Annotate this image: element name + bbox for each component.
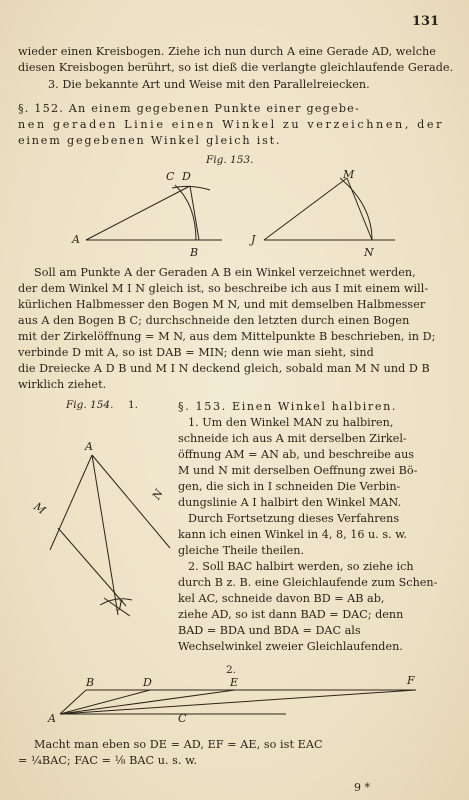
fig-154-caption: Fig. 154. bbox=[66, 399, 114, 411]
text-line: 3. Die bekannte Art und Weise mit den Parallelreiecken. bbox=[48, 78, 370, 91]
label-N: N bbox=[149, 487, 166, 502]
label-A: A bbox=[85, 440, 93, 453]
text-line: ziehe AD, so ist dann BAD = DAC; denn bbox=[178, 608, 404, 621]
section-152-heading: §. 152. An einem gegebenen Punkte einer gegebe- bbox=[18, 102, 360, 115]
text-line: dungslinie A I halbirt den Winkel MAN. bbox=[178, 496, 402, 509]
text-line: M und N mit derselben Oeffnung zwei Bö- bbox=[178, 464, 418, 477]
text-line: die Dreiecke A D B und M I N deckend gleich, sobald man M N und D B bbox=[18, 362, 430, 375]
label-M: M bbox=[343, 168, 355, 181]
text-line: aus A den Bogen B C; durchschneide den letzten durch einen Bogen bbox=[18, 314, 410, 327]
text-line: 2. Soll BAC halbirt werden, so ziehe ich bbox=[188, 560, 414, 573]
label-A: A bbox=[48, 712, 56, 725]
text-line: öffnung AM = AN ab, und beschreibe aus bbox=[178, 448, 415, 461]
section-153-heading: §. 153. Einen Winkel halbiren. bbox=[178, 400, 398, 413]
label-D: D bbox=[143, 676, 152, 689]
label-J: J bbox=[251, 233, 256, 246]
text-line: = ¼BAC; FAC = ⅛ BAC u. s. w. bbox=[18, 754, 198, 767]
line-AE bbox=[60, 690, 235, 714]
text-line: verbinde D mit A, so ist DAB = MIN; denn wie man sieht, sind bbox=[18, 346, 374, 359]
label-M: M bbox=[31, 499, 48, 518]
label-B: B bbox=[190, 246, 199, 259]
label-C: C bbox=[166, 170, 175, 183]
label-J: J bbox=[118, 598, 123, 611]
text-line: Macht man eben so DE = AD, EF = AE, so ist EAC bbox=[34, 738, 323, 751]
text-line: BAD = BDA und BDA = DAC als bbox=[178, 624, 361, 637]
text-line: gen, die sich in I schneiden Die Verbin- bbox=[178, 480, 401, 493]
text-line: schneide ich aus A mit derselben Zirkel- bbox=[178, 432, 407, 445]
text-line: der dem Winkel M I N gleich ist, so beschreibe ich aus I mit einem will- bbox=[18, 282, 429, 295]
section-152-heading: nen geraden Linie einen Winkel zu verzeichnen, der bbox=[18, 118, 445, 131]
page-number: 131 bbox=[412, 14, 440, 29]
fig-154-sub1: 1. bbox=[128, 399, 139, 411]
signature-mark: 9 * bbox=[354, 781, 370, 794]
text-line: kann ich einen Winkel in 4, 8, 16 u. s. w. bbox=[178, 528, 407, 541]
text-line: wieder einen Kreisbogen. Ziehe ich nun durch A eine Gerade AD, welche bbox=[18, 45, 436, 58]
text-line: kel AC, schneide davon BD = AB ab, bbox=[178, 592, 385, 605]
text-line: wirklich ziehet. bbox=[18, 378, 107, 391]
text-line: Durch Fortsetzung dieses Verfahrens bbox=[188, 512, 400, 525]
label-D: D bbox=[182, 170, 191, 183]
text-line: Soll am Punkte A der Geraden A B ein Winkel verzeichnet werden, bbox=[34, 266, 416, 279]
text-line: gleiche Theile theilen. bbox=[178, 544, 305, 557]
text-line: mit der Zirkelöffnung = M N, aus dem Mittelpunkte B beschrieben, in D; bbox=[18, 330, 436, 343]
text-line: kürlichen Halbmesser den Bogen M N, und mit demselben Halbmesser bbox=[18, 298, 426, 311]
line-AF bbox=[60, 690, 416, 714]
text-line: diesen Kreisbogen berührt, so ist dieß die verlangte gleichlaufende Gerade. bbox=[18, 61, 454, 74]
text-line: 1. Um den Winkel MAN zu halbiren, bbox=[188, 416, 394, 429]
section-152-heading: einem gegebenen Winkel gleich ist. bbox=[18, 134, 282, 147]
label-E: E bbox=[230, 676, 239, 689]
text-line: durch B z. B. eine Gleichlaufende zum Schen- bbox=[178, 576, 438, 589]
fig-153-caption: Fig. 153. bbox=[206, 154, 254, 166]
text-line: Wechselwinkel zweier Gleichlaufenden. bbox=[178, 640, 403, 653]
label-C: C bbox=[178, 712, 187, 725]
label-B: B bbox=[86, 676, 95, 689]
label-F: F bbox=[407, 674, 415, 687]
label-A: A bbox=[72, 233, 80, 246]
label-N: N bbox=[364, 246, 374, 259]
fig-154-sub2: 2. bbox=[226, 664, 237, 676]
